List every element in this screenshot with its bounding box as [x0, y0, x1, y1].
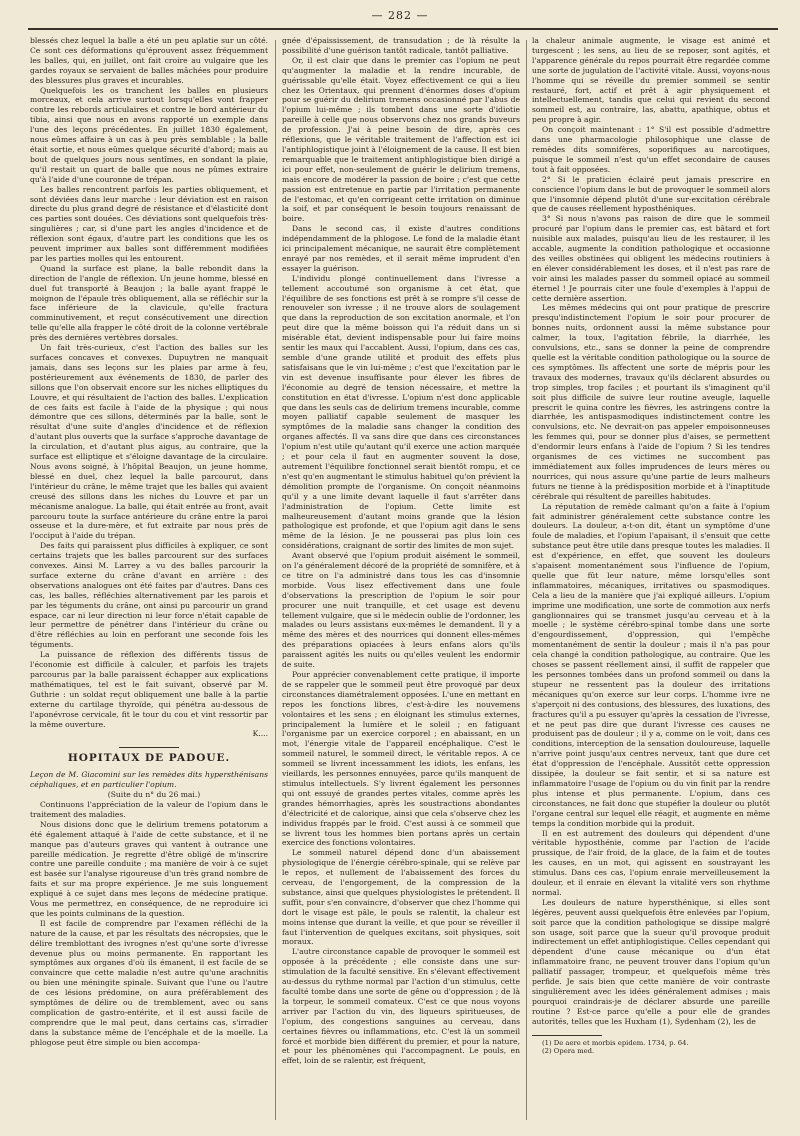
column-middle — [282, 36, 520, 1122]
paragraph: 3° Si nous n'avons pas raison de dire que le sommeil procuré par l'opium dans le premier cas, est bâtard et fort nuisible aux malades, puisqu'au lieu de les restaurer, il les accable, augmente la condition pathologique et occasionne des veilles obstinées qui obligent les médecins routiniers à en élever considérablement les doses, et il n'est pas rare de voir ainsi les malades passer du sommeil opiacé au sommeil éternel ! Je pourrais citer une foule d'exemples à l'appui de cette dernière assertion. — [532, 214, 770, 303]
paragraph: Dans le second cas, il existe d'autres conditions indépendamment de la phlogose. Le fond de la maladie étant ici principalement mécanique, ne saurait être complètement enrayé par nos remèdes, et il serait même imprudent d'en essayer la guérison. — [282, 224, 520, 273]
column-right — [532, 36, 770, 1122]
paragraph: On conçoit maintenant : 1° S'il est possible d'admettre dans une pharmacologie philosophique une classe de remèdes dits somnifères, soporifiques au narcotiques, puisque le sommeil n'est qu'un effet secondaire de causes tout à fait opposées. — [532, 125, 770, 174]
paragraph: Pour apprécier convenablement cette pratique, il importe de se rappeler que le sommeil peut être provoqué par deux circonstances diamétralement opposées. L'une en mettant en repos les fonctions libres, c'est-à-dire les nouvemens volontaires et les sens ; en éloignant les stimulus externes, principalement la lumière et le soleil ; en fatiguant l'organisme par un exercice corporel ; en abaissant, en un mot, l'énergie vitale de l'appareil encéphalique. C'est le sommeil naturel, le sommeil direct, le véritable repos. A ce sommeil se livrent incessamment les idiots, les enfans, les vieillards, les personnes ennuyées, parce qu'ils manquent de stimulus intellectuels. S'y livrent également les personnes qui ont essuyé de grandes pertes vitales, comme après les grandes hémorrhagies, après les soustractions abondantes d'électricité et de calorique, ainsi que cela s'observe chez les individus frappés par le froid. C'est aussi à ce sommeil que se livrent tous les hommes bien portans après un certain exercice des fonctions volontaires. — [282, 670, 520, 848]
paragraph: La réputation de remède calmant qu'on a faite à l'opium fait administrer généralement cette substance contre les douleurs. La douleur, a-t-on dit, étant un symptôme d'une foule de maladies, et l'opium l'apaisant, il s'ensuit que cette substance peut être utile dans presque toutes les maladies. Il est d'expérience, en effet, que souvent les douleurs s'apaisent momentanément sous l'influence de l'opium, quelle que fût leur nature, même lorsqu'elles sont inflammatoires, mécaniques, irritatives ou spasmodiques. Cela a lieu de la manière que j'ai expliqué ailleurs. L'opium imprime une modification, une sorte de commotion aux nerfs ganglionnaires qui se transmet jusqu'au cerveau et à la moelle ; le système cérébro-spinal tombe dans une sorte d'engourdissement, d'oppression, qui l'empêche momentanément de sentir la douleur ; mais il n'a pas pour cela changé la condition pathologique, au contraire. Que les choses se passent réellement ainsi, il suffit de rappeler que les personnes tombées dans un profond sommeil ou dans la stupeur ne ressentent pas la douleur des irritations mécaniques qu'on exerce sur leur corps. L'homme ivre ne s'aperçoit ni des contusions, des blessures, des luxations, des fractures qu'il a pu essuyer qu'après la cessation de l'ivresse, et ne peut pas dire que durant l'ivresse ces causes ne produisent pas de douleur ; il y a, comme on le voit, dans ces conditions, interception de la sensation douloureuse, laquelle n'arrive point jusqu'aux centres nerveux, tant que dure cet état d'oppression de l'encéphale. Aussitôt cette oppression dissipée, la douleur se fait sentir, et si sa nature est inflammatoire l'usage de l'opium ou du vin finit par la rendre plus intense et plus permanente. L'opium, dans ces circonstances, ne fait donc que stupéfier la douleur ou plutôt l'organe central sur lequel elle réagit, et augmente en même temps la condition morbide qui la produit. — [532, 501, 770, 828]
page-number: — 282 — — [371, 9, 429, 22]
column-divider — [275, 40, 276, 1120]
column-divider — [526, 40, 527, 1120]
paragraph: la chaleur animale augmente, le visage est animé et turgescent ; les sens, au lieu de se reposer, sont agités, et l'apparence générale du repos pourrait être regardée comme une sorte de jugulation de l'activité vitale. Aussi, voyons-nous l'homme qui se réveille du premier sommeil se sentir restauré, fort, actif et prêt à agir physiquement et intellectuellement, tandis que celui qui revient du second sommeil est, au contraire, las, abattu, apathique, obtus et peu propre à agir. — [532, 36, 770, 125]
paragraph: Il est facile de comprendre par l'examen réfléchi de la nature de la cause, et par les résultats des nécropsies, que le délire tremblottant des ivrognes n'est qu'une sorte d'ivresse devenue plus ou moins permanente. En rapportant les symptômes aux organes d'où ils émanent, il est facile de se convaincre que cette maladie n'est autre qu'une arachnitis ou bien une méningite spinale. Suivant que l'une ou l'autre de ces lésions prédomine, on aura préférablement des symptômes de délire ou de tremblement, avec ou sans complication de gastro-entérite, et il est aussi facile de comprendre que le mal peut, dans certains cas, s'irradier dans la substance même de l'encéphale et de la moelle. La phlogose peut être simple ou bien accompa- — [30, 918, 268, 1047]
paragraph: Nous disions donc que le delirium tremens potatorum a été également attaqué à l'aide de cette substance, et il ne manque pas d'auteurs graves qui vantent à outrance une pareille médication. Je regrette d'être obligé de m'inscrire contre une pareille conduite ; ma manière de voir à ce sujet est basée sur l'analyse rigoureuse d'un très grand nombre de faits et sur ma propre expérience. Je me suis longuement expliqué à ce sujet dans mes leçons de médecine pratique. Vous me permettrez, en conséquence, de ne reproduire ici que les points culminans de la question. — [30, 819, 268, 918]
paragraph: Continuons l'appréciation de la valeur de l'opium dans le traitement des maladies. — [30, 799, 268, 819]
paragraph: Avant observé que l'opium produit aisément le sommeil, on l'a généralement décoré de la propriété de somnifère, et à ce titre on l'a administré dans tous les cas d'insomnie morbide. Vous lisez effectivement dans une foule d'observations la prescription de l'opium le soir pour procurer une nuit tranquille, et cet usage est devenu tellement vulgaire, que si le médecin oublie de l'ordonner, les malades ou leurs assistans eux-mêmes le demandent. Il y a même des mères et des nourrices qui donnent elles-mêmes des préparations opiacées à leurs enfans alors qu'ils paraissent agités les nuits ou qu'elles veulent les endormir de suite. — [282, 551, 520, 670]
footnote: (1) De aere et morbis epidem. 1734, p. 64. — [542, 1038, 689, 1047]
paragraph: Il en est autrement des douleurs qui dépendent d'une véritable hyposthénie, comme par l'action de l'acide prussique, de l'air froid, de la glace, de la faim et de toutes les causes, en un mot, qui agissent en soustrayant les stimulus. Dans ces cas, l'opium enraie merveilleusement la douleur, et il enraie en élevant la vitalité vers son rhythme normal. — [532, 828, 770, 897]
paragraph: Des faits qui paraissent plus difficiles à expliquer, ce sont certains trajets que les balles parcourent sur des surfaces convexes. Ainsi M. Larrey a vu des balles parcourir la surface externe du crâne d'avant en arrière : des observations analogues ont été faites par d'autres. Dans ces cas, les balles, réfléchies alternativement par les parois et par les téguments du crâne, ont ainsi pu parcourir un grand espace, car ni leur direction ni leur force n'était capable de leur permettre de pénétrer dans l'intérieur du crâne ou d'être réfléchies au loin en perforant une seconde fois les téguments. — [30, 541, 268, 650]
footnote-divider — [532, 1035, 602, 1036]
paragraph: La puissance de réflexion des différents tissus de l'économie est difficile à calculer, et parfois les trajets parcourus par la balle paraissent échapper aux explications mathématiques, tel est le fait suivant, observé par M. Guthrie : un soldat reçut obliquement une balle à la partie externe du cartilage thyroïde, qui pénétra au-dessous de l'aponévrose cervicale, fit le tour du cou et vint ressortir par la même ouverture. — [30, 650, 268, 729]
paragraph: Or, il est clair que dans le premier cas l'opium ne peut qu'augmenter la maladie et la rendre incurable, de guérissable qu'elle était. Voyez effectivement ce qui a lieu chez les Orientaux, qui prennent d'énormes doses d'opium pour se guérir du delirium tremens occasionné par l'abus de l'opium lui-même ; ils tombent dans une sorte d'idiotie pareille à celle que nous observons chez nos grands buveurs de profession. J'ai à peine besoin de dire, après ces réflexions, que le véritable traitement de l'affection est ici l'antiphlogistique joint à l'éloignement de la cause. Il est bien remarquable que le traitement antiphlogistique bien dirigé a ici pour effet, non-seulement de guérir le delirium tremens, mais encore de modérer la passion de boire ; c'est que cette passion est entretenue en partie par l'irritation permanente de l'estomac, et qu'en corrigeant cette irritation on diminue la soif, et par conséquent le besoin toujours renaissant de boire. — [282, 55, 520, 224]
lecture-subtitle: Leçon de M. Giacomini sur les remèdes dits hypersthénisans céphaliques, et en particulier l'opium. — [30, 770, 268, 790]
paragraph: blessés chez lequel la balle a été un peu aplatie sur un côté. Ce sont ces déformations qu'éprouvent assez fréquemment les balles, qui, en juillet, ont fait croire au vulgaire que les gardes royaux se servaient de balles mâchées pour produire des blessures plus graves et incurables. — [30, 36, 268, 85]
paragraph: Le sommeil naturel dépend donc d'un abaissement physiologique de l'énergie cérébro-spinale, qui se relève par le repos, et nullement de l'abaissement des forces du cerveau, de l'engorgement, de la compression de la substance, ainsi que quelques physiologistes le prétendent. Il suffit, pour s'en convaincre, d'observer que chez l'homme qui dort le visage est pâle, le pouls se ralentit, la chaleur est moins intense que durant la veille, et que pour se réveiller il faut l'intervention de quelques excitans, soit physiques, soit moraux. — [282, 848, 520, 947]
header-rule — [28, 28, 778, 30]
paragraph: Les balles rencontrent parfois les parties obliquement, et sont déviées dans leur marche : leur déviation est en raison directe du plus grand degré de résistance et d'élasticité dont ces parties sont douées. Ces déviations sont quelquefois très-singulières ; car, si d'une part les angles d'incidence et de réflexion sont égaux, d'autre part les conditions que les os peuvent imprimer aux balles sont différemment modifiées par les parties molles qui les entourent. — [30, 184, 268, 263]
paragraph: Quand la surface est plane, la balle rebondit dans la direction de l'angle de réflexion. Un jeune homme, blessé en duel fut transporté à Beaujon ; la balle ayant frappé le moignon de l'épaule très obliquement, alla se réfléchir sur la face inférieure de la clavicule, qu'elle fractura comminutivement, et reçut consécutivement une direction telle qu'elle alla frapper le côté droit de la colonne vertébrale près des dernières vertèbres dorsales. — [30, 263, 268, 343]
section-title: HOPITAUX DE PADOUE. — [67, 752, 231, 765]
paragraph: L'autre circonstance capable de provoquer le sommeil est opposée à la précédente ; elle consiste dans une sur-stimulation de la faculté sensitive. En s'élevant effectivement au-dessus du rythme normal par l'action d'un stimulus, cette faculté tombe dans une sorte de gêne ou d'oppression ; de là la torpeur, le sommeil comateux. C'est ce que nous voyons arriver par l'action du vin, des liqueurs spiritueuses, de l'opium, des congestions sanguines au cerveau, dans certaines fièvres ou inflammations, etc. C'est là un sommeil forcé et morbide bien différent du premier, et pour la nature, et pour les phénomènes qui l'accompagnent. Le pouls, en effet, loin de se ralentir, est fréquent, — [282, 947, 520, 1066]
paragraph: Un fait très-curieux, c'est l'action des balles sur les surfaces concaves et convexes. Dupuytren ne manquait jamais, dans ses leçons sur les plaies par arme à feu, postérieurement aux événements de 1830, de parler des sillons que l'on observait encore sur les niches elliptiques du Louvre, et qui résultaient de l'action des balles. L'explication de ces faits est facile à l'aide de la physique ; qui nous démontre que ces sillons, déterminés par la balle, sont le résultat d'une suite d'angles d'incidence et de réflexion d'autant plus ouverts que la surface s'approche davantage de la circulation, et d'autant plus aigus, au contraire, que la surface est elliptique et s'éloigne davantage de la circulaire. Nous avons soigné, à l'hôpital Beaujon, un jeune homme, blessé en duel, chez lequel la balle parcourut, dans l'intérieur du crâne, le même trajet que les balles qui avaient creusé des sillons dans les niches du Louvre et par un mécanisme analogue. La balle, qui était entrée au front, avait parcouru toute la surface antérieure du crâne entre la paroi osseuse et la dure-mère, et fut extraite par nous près de l'occiput à l'aide du trépan. — [30, 343, 268, 541]
continuation-note: (Suite du n° du 26 mai.) — [107, 790, 201, 800]
column-left — [30, 36, 268, 1122]
paragraph: gnée d'épaississement, de transudation ; de là résulte la possibilité d'une guérison tantôt radicale, tantôt palliative. — [282, 36, 520, 55]
section-divider — [119, 747, 179, 748]
paragraph: Les douleurs de nature hypersthénique, si elles sont légères, peuvent aussi quelquefois être enlevées par l'opium, soit parce que la condition pathologique se dissipe malgré son usage, soit parce que la sueur qu'il provoque produit indirectement un effet antiphlogistique. Celles cependant qui dépendent d'une cause mécanique ou d'un état inflammatoire franc, ne peuvent trouver dans l'opium qu'un palliatif passager, trompeur, et quelquefois même très perfide. Je sais bien que cette manière de voir contraste singulièrement avec les idées généralement admises ; mais pourquoi craindrais-je de déclarer absurde une pareille routine ? Est-ce parce qu'elle a pour elle de grandes autorités, telles que les Huxham (1), Sydenham (2), les de — [532, 897, 770, 1026]
author-signature: K.... — [252, 729, 268, 739]
paragraph: L'individu plongé continuellement dans l'ivresse a tellement accoutumé son organisme à cet état, que l'équilibre de ses fonctions est prêt à se rompre s'il cesse de renouveler son ivresse ; il ne trouve alors de soulagement que dans la reproduction de son excitation anormale, et l'on peut dire que la même boisson qui l'a réduit dans un si misérable état, devient indispensable pour lui faire moins sentir les maux qui l'accablent. Aussi, l'opium, dans ces cas, semble d'une grande utilité et produit des effets plus satisfaisans que le vin lui-même ; c'est que l'excitation par le vin est devenue insuffisante pour élever les fibres de l'économie au degré de tension nécessaire, et mettre la constitution en état d'ivresse. L'opium n'est donc applicable que dans les seuls cas de delirium tremens incurable, comme moyen palliatif capable seulement de masquer les symptômes de la maladie sans changer la condition des organes affectés. Il va sans dire que dans ces circonstances l'opium n'est utile qu'autant qu'il exerce une action marquée ; et pour cela il faut en augmenter souvent la dose, autrement l'équilibre fonctionnel serait bientôt rompu, et ce n'est qu'en augmentant le stimulus habituel qu'on prévient la démolition prompte de l'organisme. On conçoit néanmoins qu'il y a une limite devant laquelle il faut s'arrêter dans l'administration de l'opium. Cette limite est malheureusement d'autant moins grande que la lésion pathologique est profonde, et que l'opium agit dans le sens même de la lésion. Je ne pousserai pas plus loin ces considérations, craignant de sortir des limites de mon sujet. — [282, 273, 520, 551]
paragraph: Quelquefois les os tranchent les balles en plusieurs morceaux, et cela arrive surtout lorsqu'elles vont frapper contre les rebords articulaires et contre le bord antérieur du tibia, ainsi que nous en avons rapporté un exemple dans l'une des leçons précédentes. En juillet 1830 également, nous eûmes affaire à un cas à peu près semblable ; la balle était sortie, et nous eûmes quelque sécurité d'abord; mais au bout de quelques jours nous sentîmes, en sondant la plaie, qu'il restait un quart de balle que nous ne pûmes extraire qu'à l'aide d'une couronne de trépan. — [30, 85, 268, 184]
footnote: (2) Opera med. — [542, 1047, 595, 1056]
paragraph: 2° Si le praticien éclairé peut jamais prescrire en conscience l'opium dans le but de provoquer le sommeil alors que l'insomnie dépend plutôt d'une sur-excitation cérébrale que de causes réellement hyposthéniques. — [532, 174, 770, 214]
paragraph: Les mêmes médecins qui ont pour pratique de prescrire presqu'indistinctement l'opium le soir pour procurer de bonnes nuits, ordonnent aussi la même substance pour calmer, la toux, l'agitation fébrile, la diarrhée, les convulsions, etc., sans se donner la peine de comprendre quelle est la véritable condition pathologique ou la source de ces symptômes. Ils affectent une sorte de mépris pour les travaux des modernes, travaux qu'ils déclarent absurdes ou trop simples, trop faciles ; et pourtant ils s'imaginent qu'il soit plus difficile de suivre leur routine aveugle, laquelle prescrit le quina contre les fièvres, les astringens contre la diarrhée, les antispasmodiques indistinctement contre les convulsions, etc. Ne devrait-on pas appeler empoisonneuses les femmes qui, pour se donner plus d'aises, se permettent d'endormir leurs enfans à l'aide de l'opium ? Si les tendres organismes de ces victimes ne succombent pas immédiatement aux folles imprudences de leurs mères ou nourrices, qui nous assure qu'une partie de leurs malheurs futurs ne tienne à la prédisposition morbide et à l'inaptitude cérébrale qui résultent de pareilles habitudes. — [532, 303, 770, 501]
